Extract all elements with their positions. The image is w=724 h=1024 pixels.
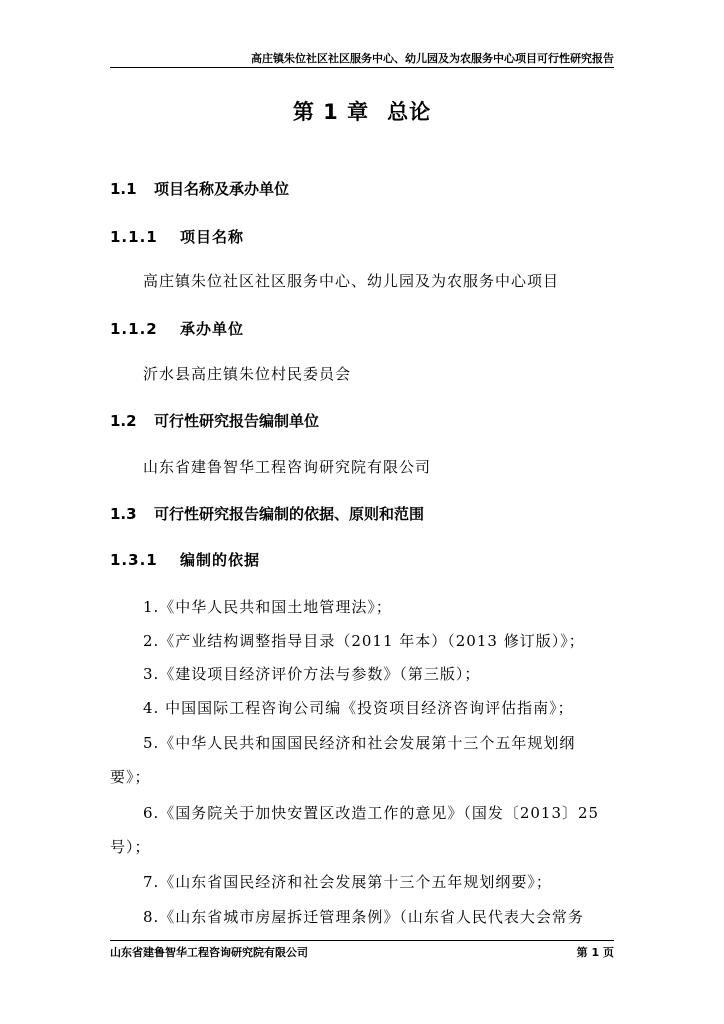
project-name-text: 高庄镇朱位社区社区服务中心、幼儿园及为农服务中心项目 xyxy=(143,272,560,290)
reference-item-1: 1.《中华人民共和国土地管理法》； xyxy=(143,598,392,616)
section-number: 1.1.2 xyxy=(110,320,158,338)
section-number: 1.3.1 xyxy=(110,551,158,569)
section-number: 1.2 xyxy=(110,412,137,430)
reference-item-2: 2.《产业结构调整指导目录（2011 年本）（2013 修订版）》； xyxy=(143,632,585,650)
sponsor-text: 沂水县高庄镇朱位村民委员会 xyxy=(143,365,352,383)
section-heading-1-1-1 xyxy=(110,226,244,247)
section-title: 项目名称及承办单位 xyxy=(154,180,290,198)
section-title: 编制的依据 xyxy=(180,551,261,569)
reference-item-4: 4. 中国国际工程咨询公司编《投资项目经济咨询评估指南》； xyxy=(143,699,574,717)
section-title: 可行性研究报告编制单位 xyxy=(154,412,320,430)
section-heading-1-2 xyxy=(110,410,319,431)
section-heading-1-1-2 xyxy=(110,318,244,339)
footer-divider xyxy=(110,940,614,941)
section-title: 项目名称 xyxy=(180,228,245,246)
reference-item-6: 6.《国务院关于加快安置区改造工作的意见》（国发〔2013〕25 xyxy=(143,804,600,822)
preparer-text: 山东省建鲁智华工程咨询研究院有限公司 xyxy=(143,458,432,476)
reference-item-8: 8.《山东省城市房屋拆迁管理条例》（山东省人民代表大会常务 xyxy=(143,908,584,926)
section-title: 承办单位 xyxy=(180,320,245,338)
reference-item-7: 7.《山东省国民经济和社会发展第十三个五年规划纲要》； xyxy=(143,873,552,891)
header-divider xyxy=(110,67,614,68)
page-number: 第 1 页 xyxy=(576,946,614,959)
section-number: 1.1 xyxy=(110,180,137,198)
running-header: 高庄镇朱位社区社区服务中心、幼儿园及为农服务中心项目可行性研究报告 xyxy=(251,52,614,65)
section-number: 1.3 xyxy=(110,505,137,523)
footer-organization: 山东省建鲁智华工程咨询研究院有限公司 xyxy=(110,946,308,959)
chapter-heading xyxy=(0,96,724,126)
chapter-number: 第 1 章 xyxy=(292,100,370,124)
reference-item-6-continued: 号）； xyxy=(110,838,151,856)
section-heading-1-3-1 xyxy=(110,549,260,570)
section-number: 1.1.1 xyxy=(110,228,158,246)
chapter-title: 总论 xyxy=(387,100,432,124)
section-heading-1-1 xyxy=(110,178,289,199)
section-title: 可行性研究报告编制的依据、原则和范围 xyxy=(154,505,425,523)
section-heading-1-3 xyxy=(110,503,424,524)
reference-item-5: 5.《中华人民共和国国民经济和社会发展第十三个五年规划纲 xyxy=(143,734,576,752)
reference-item-3: 3.《建设项目经济评价方法与参数》（第三版）； xyxy=(143,665,481,683)
reference-item-5-continued: 要》； xyxy=(110,768,151,786)
